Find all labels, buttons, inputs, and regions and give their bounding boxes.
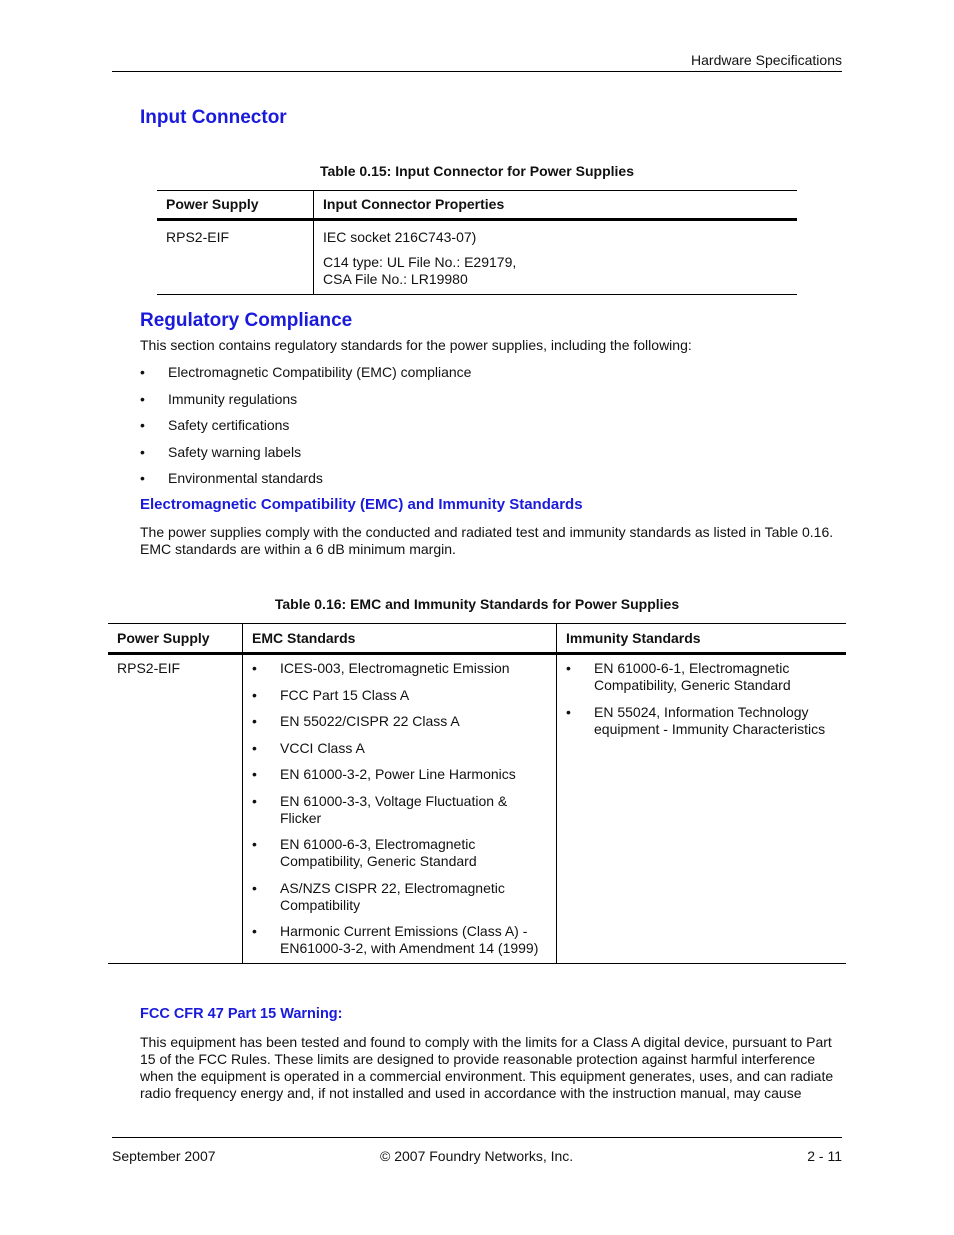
list-item: • Environmental standards bbox=[140, 470, 471, 487]
footer-rule bbox=[112, 1137, 842, 1138]
cell-immunity-standards bbox=[557, 654, 847, 964]
table-row bbox=[157, 220, 797, 295]
regulatory-intro: This section contains regulatory standards for the power supplies, including the following: bbox=[140, 337, 692, 353]
immunity-standards-list bbox=[566, 660, 837, 738]
list-item: • FCC Part 15 Class A bbox=[252, 687, 547, 704]
list-item: • Safety certifications bbox=[140, 417, 471, 434]
list-item: • ICES-003, Electromagnetic Emission bbox=[252, 660, 547, 677]
property-iec-socket: IEC socket 216C743-07) bbox=[323, 229, 477, 245]
subsection-heading-fcc: FCC CFR 47 Part 15 Warning: bbox=[140, 1006, 343, 1022]
cell-connector-properties bbox=[314, 220, 798, 295]
input-connector-table bbox=[157, 190, 797, 295]
subsection-heading-emc: Electromagnetic Compatibility (EMC) and Immunity Standards bbox=[140, 496, 583, 513]
fcc-line-4: radio frequency energy and, if not installed and used in accordance with the instruction manual, may cause bbox=[140, 1085, 802, 1101]
list-item: • EN 61000-3-3, Voltage Fluctuation & Flicker bbox=[252, 793, 547, 827]
column-header-emc-standards: EMC Standards bbox=[243, 624, 557, 654]
property-ul-file-group bbox=[323, 254, 788, 288]
fcc-line-1: This equipment has been tested and found to comply with the limits for a Class A digital device, pursuant to Part bbox=[140, 1034, 832, 1050]
list-item: • EN 61000-6-3, Electromagnetic Compatibility, Generic Standard bbox=[252, 836, 547, 870]
header-rule bbox=[112, 71, 842, 72]
list-item: • Electromagnetic Compatibility (EMC) compliance bbox=[140, 364, 471, 381]
list-item: • EN 61000-3-2, Power Line Harmonics bbox=[252, 766, 547, 783]
fcc-line-3: when the equipment is operated in a commercial environment. This equipment generates, uses, and can radiate bbox=[140, 1068, 834, 1084]
emc-immunity-table bbox=[108, 623, 846, 964]
list-item: • Immunity regulations bbox=[140, 391, 471, 408]
list-item: • VCCI Class A bbox=[252, 740, 547, 757]
list-item: • EN 61000-6-1, Electromagnetic Compatibility, Generic Standard bbox=[566, 660, 837, 694]
emc-paragraph bbox=[140, 524, 833, 558]
table-caption-0-16: Table 0.16: EMC and Immunity Standards for Power Supplies bbox=[274, 596, 680, 612]
property-ul-file: C14 type: UL File No.: E29179, bbox=[323, 254, 517, 270]
fcc-line-2: 15 of the FCC Rules. These limits are designed to provide reasonable protection against harmful interference bbox=[140, 1051, 816, 1067]
fcc-paragraph bbox=[140, 1034, 833, 1102]
footer-date: September 2007 bbox=[112, 1148, 216, 1164]
section-heading-input-connector: Input Connector bbox=[140, 107, 287, 128]
column-header-immunity-standards: Immunity Standards bbox=[557, 624, 847, 654]
cell-emc-standards bbox=[243, 654, 557, 964]
section-heading-regulatory-compliance: Regulatory Compliance bbox=[140, 310, 353, 331]
property-csa-file: CSA File No.: LR19980 bbox=[323, 271, 468, 287]
table-row bbox=[108, 654, 846, 964]
emc-paragraph-line-1: The power supplies comply with the conducted and radiated test and immunity standards as listed in Table 0.16. bbox=[140, 524, 834, 540]
list-item: • EN 55024, Information Technology equipment - Immunity Characteristics bbox=[566, 704, 837, 738]
column-header-power-supply: Power Supply bbox=[108, 624, 243, 654]
list-item: • Harmonic Current Emissions (Class A) - EN61000-3-2, with Amendment 14 (1999) bbox=[252, 923, 547, 957]
emc-paragraph-line-2: EMC standards are within a 6 dB minimum margin. bbox=[140, 541, 456, 557]
footer-copyright: © 2007 Foundry Networks, Inc. bbox=[380, 1148, 574, 1164]
running-header: Hardware Specifications bbox=[691, 52, 842, 68]
list-item: • AS/NZS CISPR 22, Electromagnetic Compatibility bbox=[252, 880, 547, 914]
footer-page-number: 2 - 11 bbox=[807, 1148, 842, 1164]
list-item: • Safety warning labels bbox=[140, 444, 471, 461]
regulatory-list bbox=[140, 364, 471, 497]
cell-power-supply: RPS2-EIF bbox=[108, 654, 243, 964]
table-caption-0-15: Table 0.15: Input Connector for Power Supplies bbox=[319, 163, 634, 179]
emc-standards-list bbox=[252, 660, 547, 957]
column-header-input-connector-properties: Input Connector Properties bbox=[314, 191, 798, 220]
cell-power-supply: RPS2-EIF bbox=[157, 220, 314, 295]
list-item: • EN 55022/CISPR 22 Class A bbox=[252, 713, 547, 730]
column-header-power-supply: Power Supply bbox=[157, 191, 314, 220]
